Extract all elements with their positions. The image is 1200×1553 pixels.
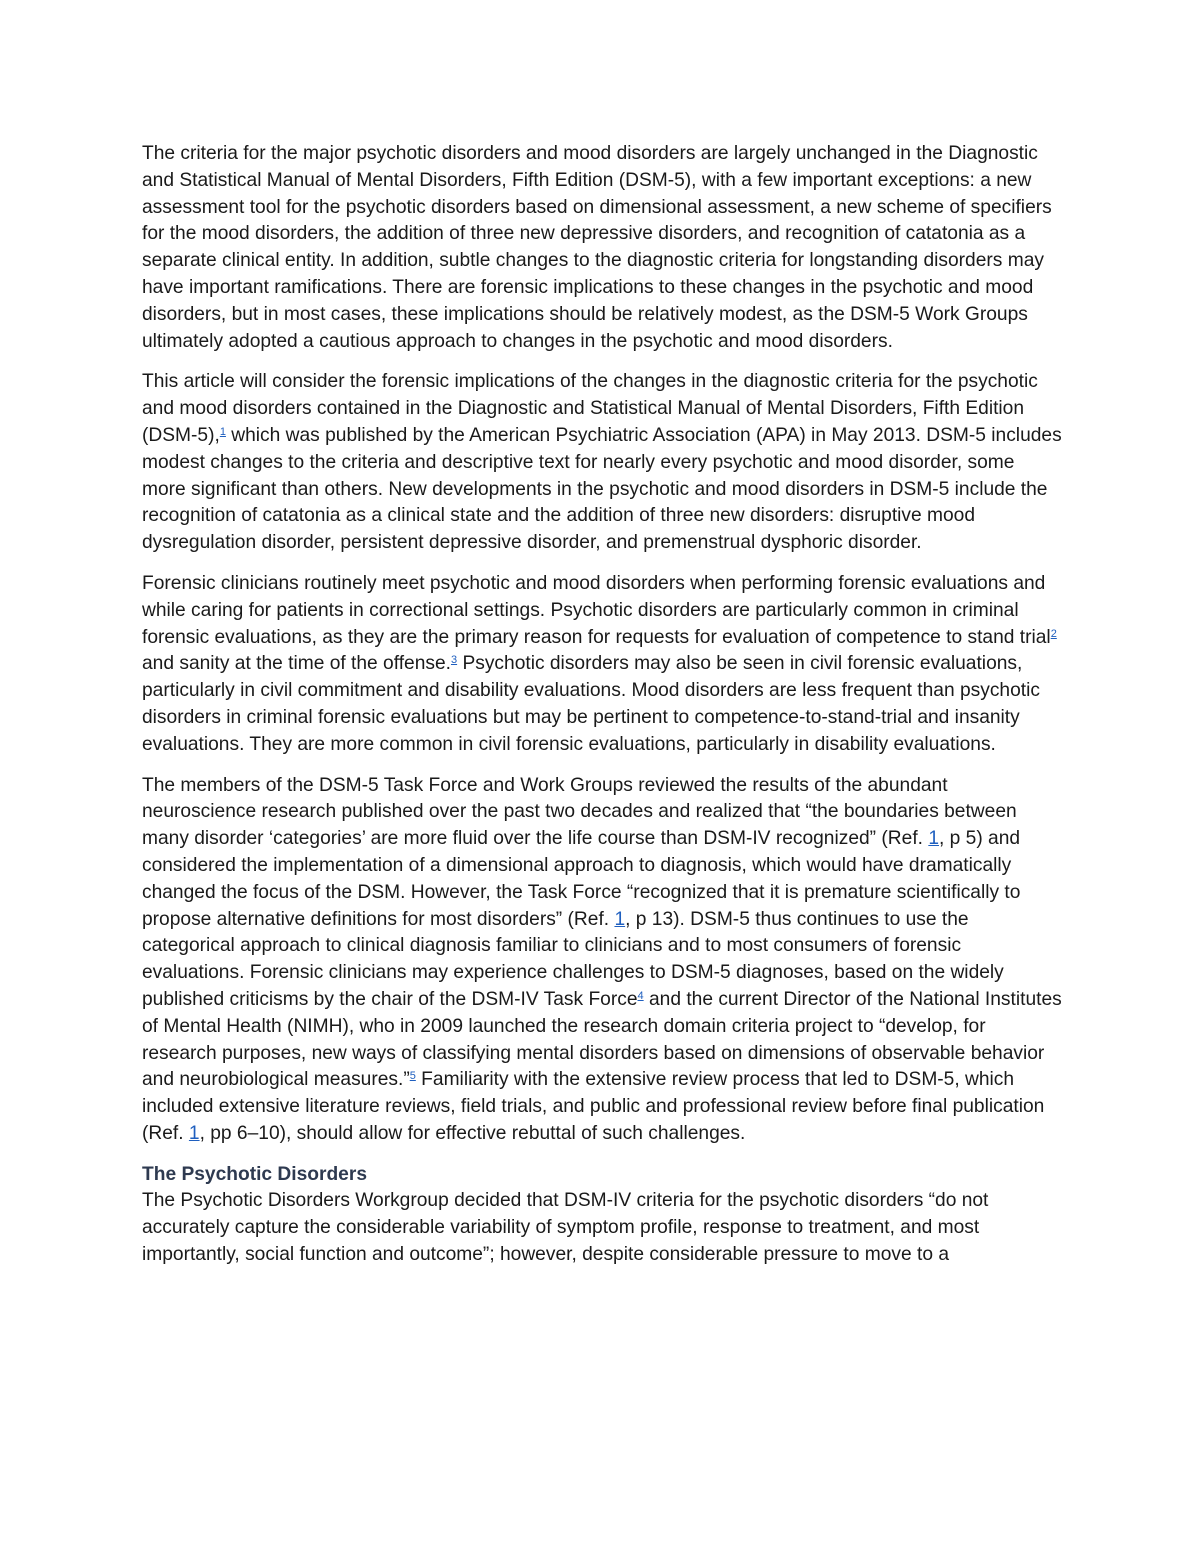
reference-link-1[interactable]: 1 [614, 908, 626, 930]
paragraph-intro [142, 141, 1062, 355]
paragraph-text: This article will consider the forensic implications of the changes in the diagnostic criteria for the psychotic and mood disorders contained in the Diagnostic and Statistical Manual of Mental Disorders, Fifth Edition (DSM-5), [142, 371, 1038, 446]
paragraph-task-force [142, 773, 1062, 1148]
reference-link-1[interactable]: 1 [928, 828, 939, 850]
paragraph-text: Familiarity with the extensive review process that led to DSM-5, which included extensive literature reviews, field trials, and public and professional review before final publication (Ref. [142, 1069, 1045, 1144]
reference-link-1[interactable]: 1 [219, 425, 226, 438]
section-heading: The Psychotic Disorders [142, 1163, 367, 1185]
paragraph-text: Psychotic disorders may also be seen in civil forensic evaluations, particularly in civil commitment and disability evaluations. Mood disorders are less frequent than psychotic disorders in criminal forensic evaluations but may be pertinent to competence-to-stand-trial and insanity evaluations. They are more common in civil forensic evaluations, particularly in disability evaluations. [142, 653, 1040, 755]
paragraph-article-scope [142, 369, 1062, 557]
paragraph-text: , p 13). DSM-5 thus continues to use the categorical approach to clinical diagnosis familiar to clinicians and to most consumers of forensic evaluations. Forensic clinicians may experience challenges to DSM-5 diagnoses, based on the widely published criticisms by the chair of the DSM-IV Task Force [142, 908, 1004, 1010]
paragraph-text: The members of the DSM-5 Task Force and Work Groups reviewed the results of the abundant neuroscience research published over the past two decades and realized that “the boundaries between many disorder ‘categories’ are more fluid over the life course than DSM-IV recognized” (Ref. [142, 774, 1017, 850]
paragraph-text: , pp 6–10), should allow for effective rebuttal of such challenges. [199, 1122, 746, 1144]
paragraph-text: and sanity at the time of the offense. [142, 653, 451, 675]
article-body [142, 141, 1062, 1283]
reference-link-1[interactable]: 1 [188, 1122, 200, 1144]
reference-link-3[interactable]: 3 [450, 654, 458, 667]
paragraph-text: The Psychotic Disorders Workgroup decided that DSM-IV criteria for the psychotic disorders “do not accurately capture the considerable variability of symptom profile, response to treatment, and most importantly, social function and outcome”; however, despite considerable pressure to move to a [142, 1190, 989, 1266]
paragraph-psychotic-disorders [142, 1188, 1062, 1268]
paragraph-text: , p 5) and considered the implementation of a dimensional approach to diagnosis, which would have dramatically changed the focus of the DSM. However, the Task Force “recognized that it is premature scientifically to propose alternative definitions for most disorders” (Ref. [142, 828, 1021, 930]
reference-link-2[interactable]: 2 [1050, 627, 1057, 640]
paragraph-text: which was published by the American Psychiatric Association (APA) in May 2013. DSM-5 includes modest changes to the criteria and descriptive text for nearly every psychotic and mood disorder, some more significant than others. New developments in the psychotic and mood disorders in DSM-5 include the recognition of catatonia as a clinical state and the addition of three new disorders: disruptive mood dysregulation disorder, persistent depressive disorder, and premenstrual dysphoric disorder. [142, 424, 1062, 554]
paragraph-text: Forensic clinicians routinely meet psychotic and mood disorders when performing forensic evaluations and while caring for patients in correctional settings. Psychotic disorders are particularly common in criminal forensic evaluations, as they are the primary reason for requests for evaluation of competence to stand trial [142, 572, 1051, 648]
paragraph-text: The criteria for the major psychotic disorders and mood disorders are largely unchanged in the Diagnostic and Statistical Manual of Mental Disorders, Fifth Edition (DSM-5), with a few important exceptions: a new assessment tool for the psychotic disorders based on dimensional assessment, a new scheme of specifiers for the mood disorders, the addition of three new depressive disorders, and recognition of catatonia as a separate clinical entity. In addition, subtle changes to the diagnostic criteria for longstanding disorders may have important ramifications. There are forensic implications to these changes in the psychotic and mood disorders, but in most cases, these implications should be relatively modest, as the DSM-5 Work Groups ultimately adopted a cautious approach to changes in the psychotic and mood disorders. [142, 143, 1052, 352]
paragraph-text: and the current Director of the National Institutes of Mental Health (NIMH), who in 2009 launched the research domain criteria project to “develop, for research purposes, new ways of classifying mental disorders based on dimensions of observable behavior and neurobiological measures.” [142, 988, 1062, 1091]
paragraph-forensic-clinicians [142, 571, 1062, 759]
reference-link-5[interactable]: 5 [409, 1070, 416, 1083]
reference-link-4[interactable]: 4 [637, 989, 644, 1002]
